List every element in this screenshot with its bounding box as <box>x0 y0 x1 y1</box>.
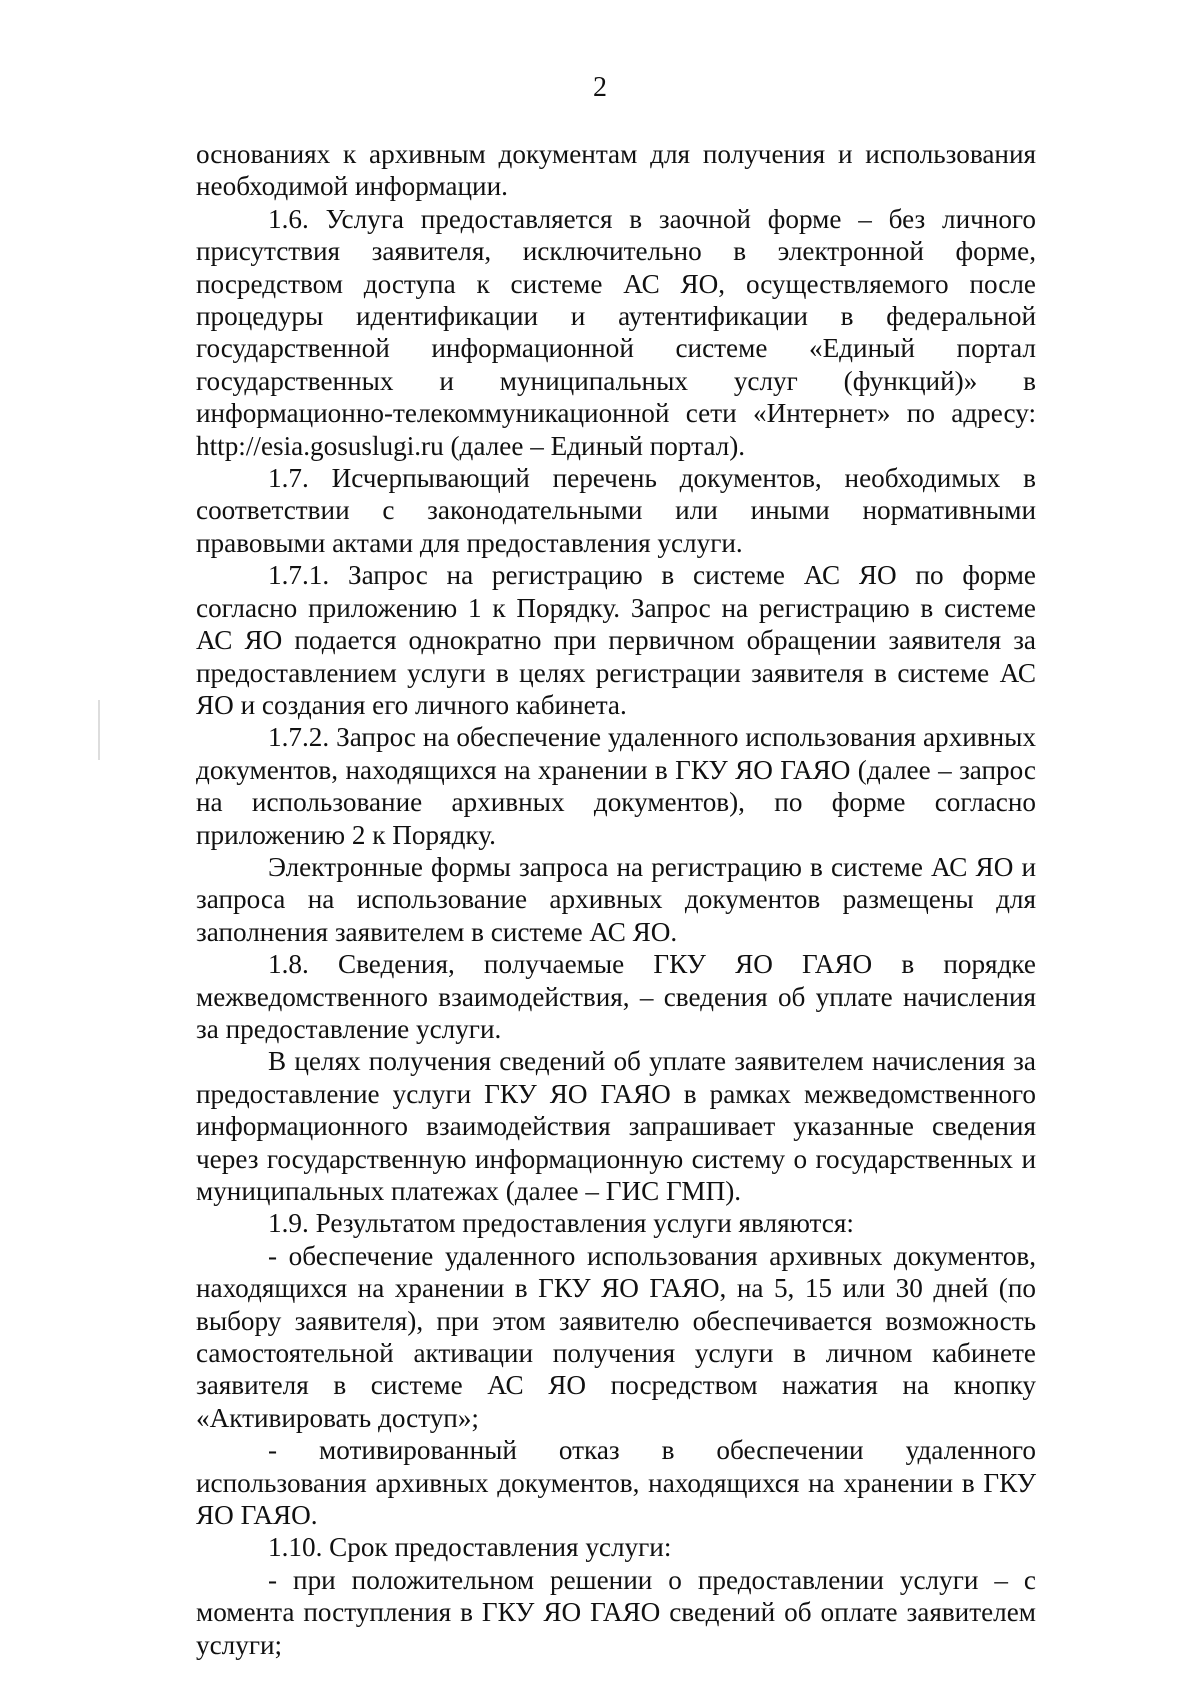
list-item-refusal: - мотивированный отказ в обеспечении удаленного использования архивных документов, находящихся на хранении в ГКУ ЯО ГАЯО. <box>196 1435 1036 1531</box>
paragraph-1-6: 1.6. Услуга предоставляется в заочной форме – без личного присутствия заявителя, исключительно в электронной форме, посредством доступа к системе АС ЯО, осуществляемого после процедуры идентификации и аутентификации в федеральной государственной информационной системе «Единый портал государственных и муниципальных услуг (функций)» в информационно-телекоммуникационной сети «Интернет» по адресу: http://esia.gosuslugi.ru (далее – Единый портал). <box>196 203 1036 461</box>
paragraph-electronic-forms: Электронные формы запроса на регистрацию в системе АС ЯО и запроса на использование архивных документов размещены для заполнения заявителем в системе АС ЯО. <box>196 851 1036 947</box>
page-number: 2 <box>593 72 607 103</box>
paragraph-1-7: 1.7. Исчерпывающий перечень документов, необходимых в соответствии с законодательными или иными нормативными правовыми актами для предоставления услуги. <box>196 463 1036 558</box>
paragraph-gis-gmp: В целях получения сведений об уплате заявителем начисления за предоставление услуги ГКУ ЯО ГАЯО в рамках межведомственного информационного взаимодействия запрашивает указанные сведения через государственную информационную систему о государственных и муниципальных платежах (далее – ГИС ГМП). <box>196 1046 1036 1206</box>
paragraph-1-7-1: 1.7.1. Запрос на регистрацию в системе АС ЯО по форме согласно приложению 1 к Порядку. Запрос на регистрацию в системе АС ЯО подается однократно при первичном обращении заявителя за предоставлением услуги в целях регистрации заявителя в системе АС ЯО и создания его личного кабинета. <box>196 560 1036 720</box>
paragraph-1-7-2: 1.7.2. Запрос на обеспечение удаленного использования архивных документов, находящихся на хранении в ГКУ ЯО ГАЯО (далее – запрос на использование архивных документов), по форме согласно приложению 2 к Порядку. <box>196 722 1036 850</box>
document-body <box>196 138 1036 1661</box>
paragraph-1-10: 1.10. Срок предоставления услуги: <box>268 1532 672 1563</box>
paragraph-1-8: 1.8. Сведения, получаемые ГКУ ЯО ГАЯО в порядке межведомственного взаимодействия, – сведения об уплате начисления за предоставление услуги. <box>196 949 1036 1044</box>
list-item-remote-access: - обеспечение удаленного использования архивных документов, находящихся на хранении в ГКУ ЯО ГАЯО, на 5, 15 или 30 дней (по выбору заявителя), при этом заявителю обеспечивается возможность самостоятельной активации получения услуги в личном кабинете заявителя в системе АС ЯО посредством нажатия на кнопку «Активировать доступ»; <box>196 1240 1036 1433</box>
paragraph: основаниях к архивным документам для получения и использования необходимой информации. <box>196 139 1036 202</box>
list-item-term: - при положительном решении о предоставлении услуги – с момента поступления в ГКУ ЯО ГАЯО сведений об оплате заявителем услуги; <box>196 1564 1036 1660</box>
paragraph-1-9: 1.9. Результатом предоставления услуги являются: <box>268 1208 854 1239</box>
scan-artifact <box>98 700 100 760</box>
